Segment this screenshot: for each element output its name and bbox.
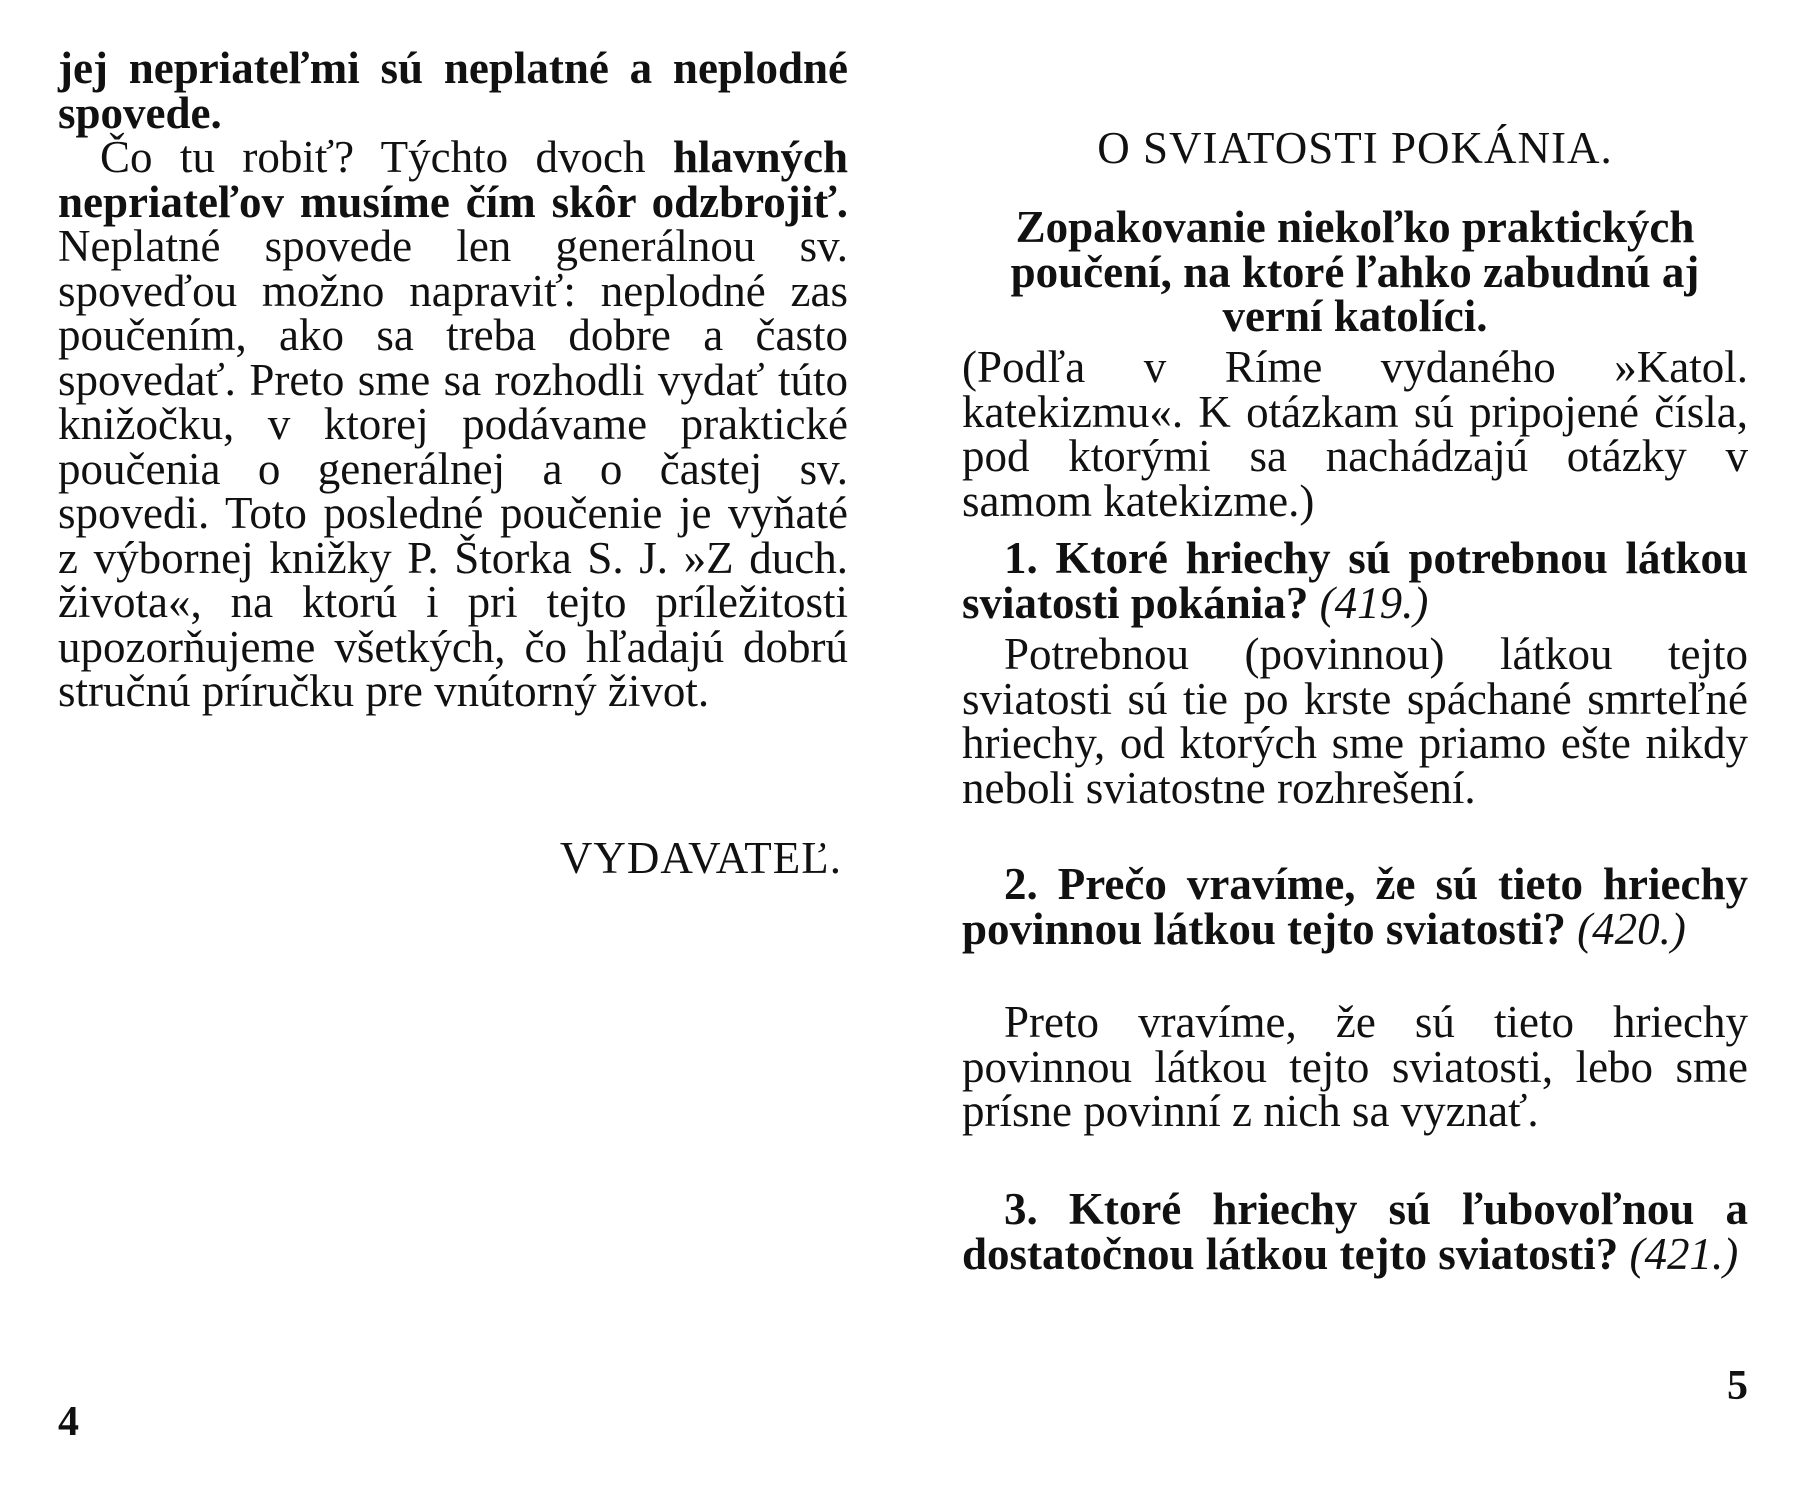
question-1-text: 1. Ktoré hriechy sú potrebnou látkou sviatosti pokánia? (962, 533, 1748, 628)
publisher-signature: VYDAVATEĽ. (559, 833, 842, 883)
paragraph-bold-phrase: hlavných nepriateľov musíme čím skôr odzbrojiť. (58, 132, 848, 227)
left-page (58, 0, 848, 1500)
question-2-text: 2. Prečo vravíme, že sú tieto hriechy povinnou látkou tejto sviatosti? (962, 859, 1748, 954)
page-number-right: 5 (1727, 1363, 1748, 1409)
chapter-title: O SVIATOSTI POKÁNIA. (1097, 123, 1613, 173)
question-1-reference: (419.) (1319, 577, 1429, 628)
answer-2: Preto vravíme, že sú tieto hriechy povinnou látkou tejto sviatosti, lebo sme prísne povinní z nich sa vyznať. (962, 997, 1748, 1136)
question-2 (962, 859, 1748, 954)
question-3 (962, 1184, 1748, 1279)
page-number-left: 4 (58, 1399, 79, 1445)
question-1 (962, 533, 1748, 628)
source-note (962, 342, 1748, 526)
question-3-reference: (421.) (1629, 1228, 1739, 1279)
source-note-text: (Podľa v Ríme vydaného »Katol. katekizmu«. K otázkam sú pripojené čísla, pod ktorými sa nachádzajú otázky v samom katekizme.) (962, 342, 1748, 526)
question-2-reference: (420.) (1577, 903, 1686, 954)
paragraph-question: Čo tu robiť? Týchto dvoch (100, 132, 646, 182)
opening-bold-sentence: jej nepriateľmi sú neplatné a neplodné spovede. (58, 43, 848, 138)
answer-1: Potrebnou (povinnou) látkou tejto sviatosti sú tie po krste spáchané smrteľné hriechy, od ktorých sme priamo ešte nikdy neboli sviatostne rozhrešení. (962, 629, 1748, 813)
left-page-paragraph (58, 43, 848, 716)
chapter-subtitle: Zopakovanie niekoľko praktických poučení, na ktoré ľahko zabudnú aj verní katolíci. (1010, 202, 1700, 341)
question-3-text: 3. Ktoré hriechy sú ľubovoľnou a dostatočnou látkou tejto sviatosti? (962, 1184, 1748, 1279)
paragraph-body: Neplatné spovede len generálnou sv. spoveďou možno napraviť: neplodné zas poučením, ako sa treba dobre a často spovedať. Preto sme sa rozhodli vydať túto knižočku, v ktorej podávame praktické poučenia o generálnej a o častej sv. spovedi. Toto posledné poučenie je vyňaté z výbornej knižky P. Štorka S. J. »Z duch. života«, na ktorú i pri tejto príležitosti upozorňujeme všetkých, čo hľadajú dobrú stručnú príručku pre vnútorný život. (58, 221, 848, 716)
right-page (962, 0, 1748, 1500)
